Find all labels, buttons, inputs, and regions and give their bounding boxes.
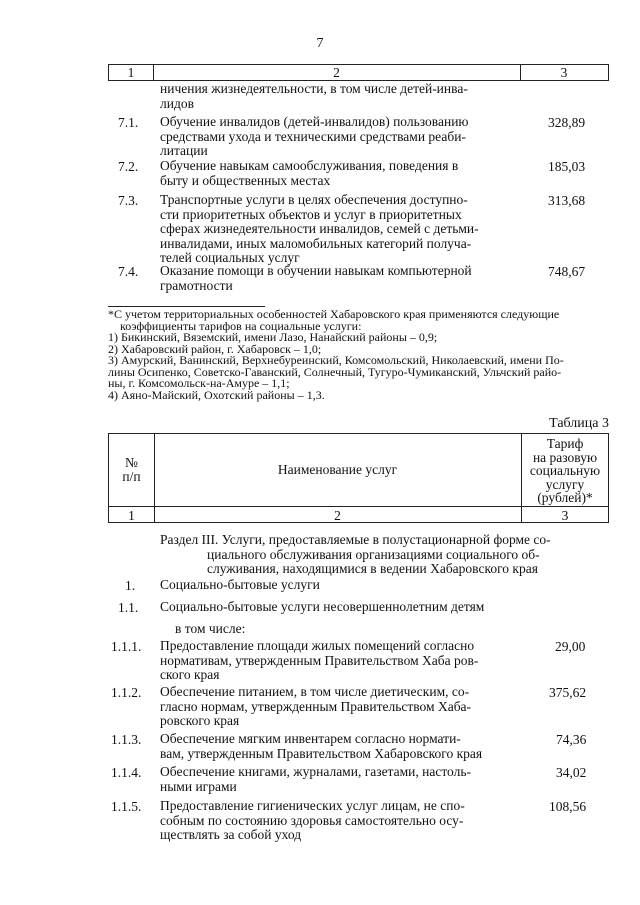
item-text: Обучение навыкам самообслуживания, поведения в быту и общественных местах [160,158,459,188]
item-price: 108,56 [549,799,587,814]
item-price: 185,03 [548,159,586,174]
column-number-1: 1 [127,65,135,80]
item-number: 1. [125,578,136,593]
item-text: Обучение инвалидов (детей-инвалидов) пользованию средствами ухода и техническими средствами реаби- литации [160,114,469,158]
item-price: 34,02 [556,765,587,780]
item-number: 7.4. [118,264,139,279]
item-number: 1.1. [118,600,139,615]
item-text: Обеспечение мягким инвентарем согласно нормати- вам, утвержденным Правительством Хабаровского края [160,731,483,761]
item-price: 313,68 [548,193,586,208]
divider [109,506,608,507]
item-text: Социально-бытовые услуги несовершеннолетним детям [160,599,485,614]
item-number: 1.1.4. [111,765,142,780]
item-number: 1.1.5. [111,799,142,814]
item-number: 1.1.1. [111,639,142,654]
item-price: 375,62 [549,685,587,700]
item-text: Транспортные услуги в целях обеспечения доступно- сти приоритетных объектов и услуг в приоритетных сферах жизнедеятельности инвалидов, семей с детьми- инвалидами, иных маломобильных категорий получа- телей социальных услуг [160,192,479,265]
column-header-number: № п/п [122,455,141,484]
item-price: 29,00 [555,639,586,654]
footnote: *С учетом территориальных особенностей Хабаровского края применяются следующие коэффициенты тарифов на социальные услуги: 1) Бикинский, Вяземский, имени Лазо, Нанайский районы – 0,9; 2) Хабаровский район, г. Хабаровск – 1,0; 3) Амурский, Ванинский, Верхнебуреинский, Комсомольский, Николаевский, имени По- лины Осипенко, Советско-Гаванский, Солнечный, Тугуро-Чумиканский, Ульчский райо- ны, г. Комсомольск-на-Амуре – 1,1; 4) Аяно-Майский, Охотский районы – 1,3. [108,307,564,402]
column-number-2: 2 [333,65,340,80]
item-text: Обеспечение книгами, журналами, газетами, настоль- ными играми [160,764,472,794]
table-label: Таблица 3 [549,416,609,431]
item-text: Оказание помощи в обучении навыкам компьютерной грамотности [160,263,472,293]
item-text: Предоставление гигиенических услуг лицам, не спо- собным по состоянию здоровья самостоятельно осу- ществлять за собой уход [160,798,465,842]
item-number: 7.3. [118,193,139,208]
item-text: Социально-бытовые услуги [160,577,320,592]
column-header-tariff: Тариф на разовую социальную услугу (рублей)* [529,436,601,505]
item-text: Предоставление площади жилых помещений согласно нормативам, утвержденным Правительством Хаба ров- ского края [160,638,479,682]
item-price: 328,89 [548,115,586,130]
section-heading: Раздел III. Услуги, предоставляемые в полустационарной форме со- циального обслуживания организациями социального об- служивания, находящимися в ведении Хабаровского края [160,532,551,576]
continuation-text: ничения жизнедеятельности, в том числе детей-инва- лидов [160,81,468,111]
column-number-3: 3 [561,508,569,523]
table-header-row [108,64,609,81]
item-number: 7.1. [118,115,139,130]
item-number: 7.2. [118,159,139,174]
column-number-2: 2 [334,508,341,523]
table-3-header [108,433,609,523]
item-number: 1.1.3. [111,732,142,747]
column-number-1: 1 [128,508,135,523]
item-price: 748,67 [548,264,586,279]
page-number: 7 [316,36,324,51]
including-label: в том числе: [175,621,246,636]
item-text: Обеспечение питанием, в том числе диетическим, со- гласно нормам, утвержденным Правительством Хаба- ровского края [160,684,472,728]
column-header-name: Наименование услуг [277,462,398,477]
item-price: 74,36 [556,732,587,747]
item-number: 1.1.2. [111,685,142,700]
column-number-3: 3 [560,65,568,80]
